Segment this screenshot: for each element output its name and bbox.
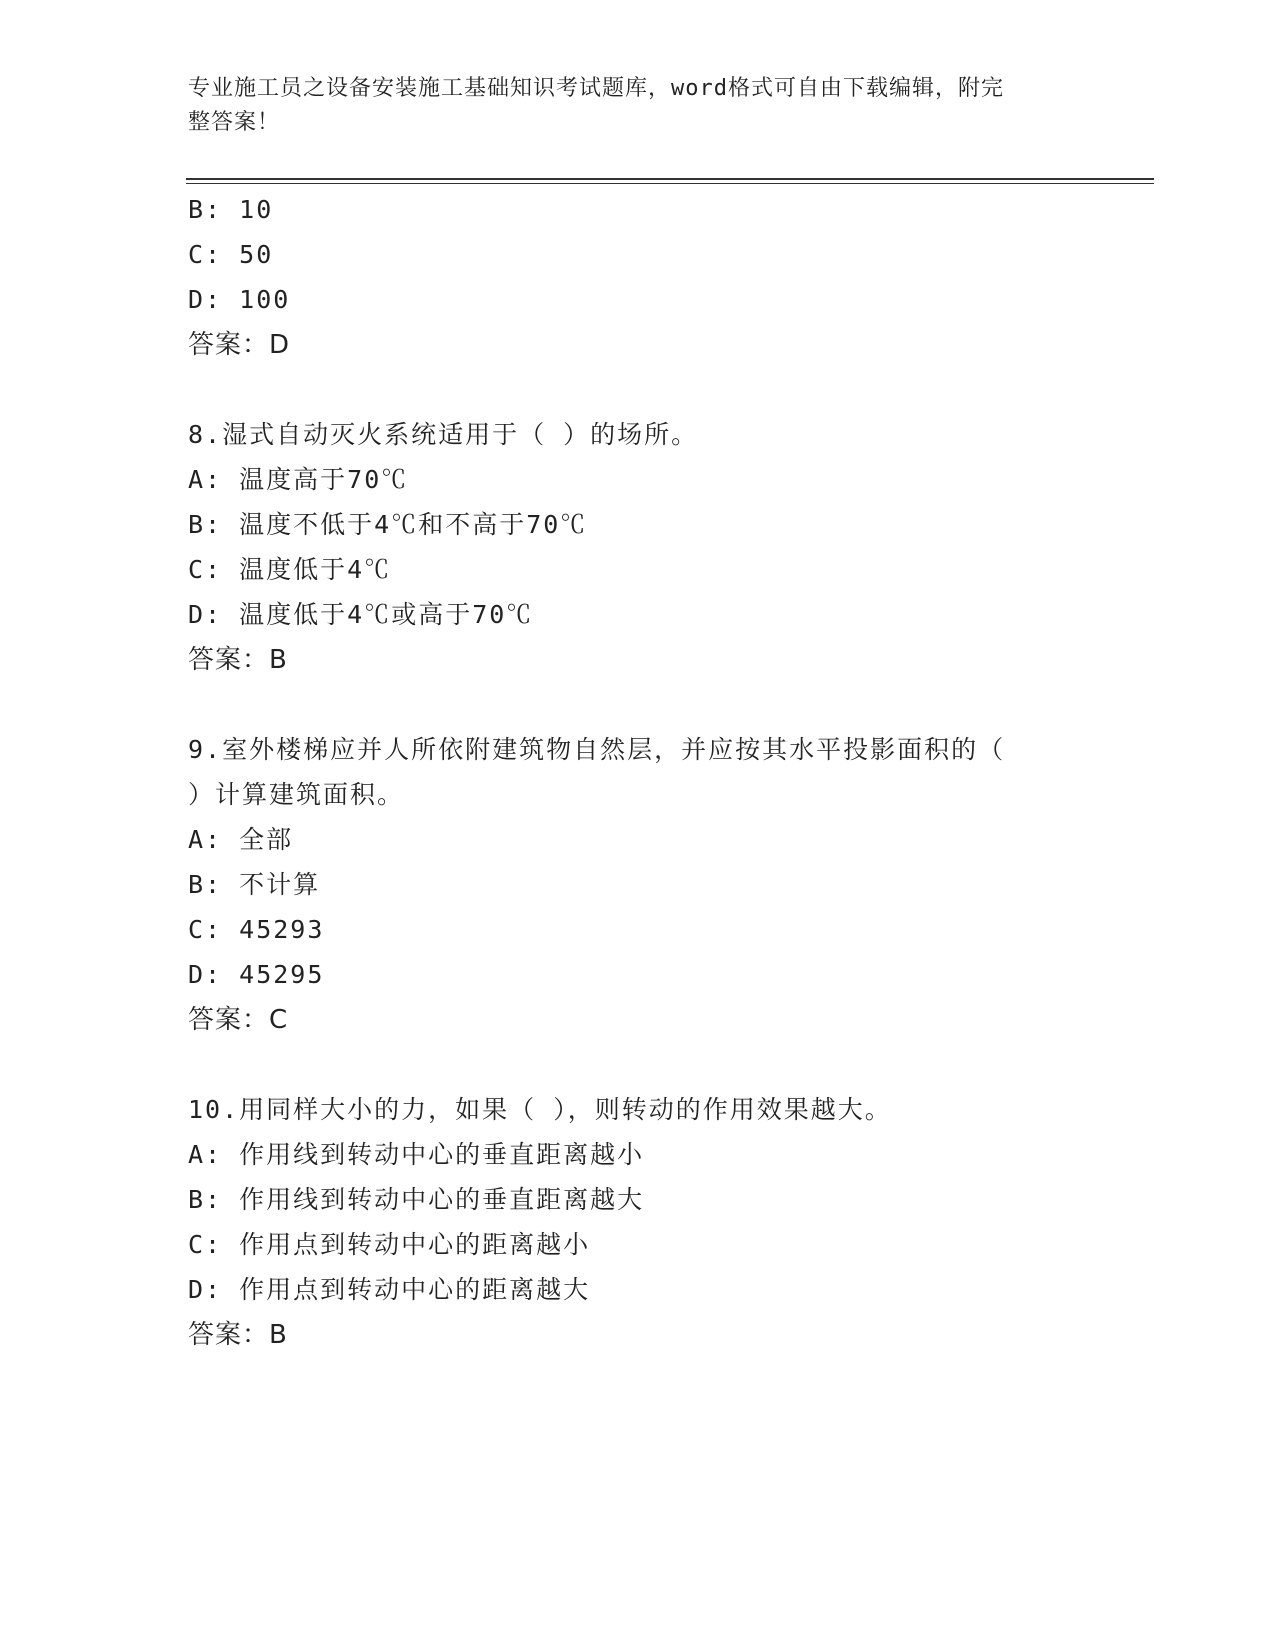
q8-option-b: B: 温度不低于4℃和不高于70℃ xyxy=(188,510,588,539)
header-divider-thin xyxy=(186,183,1154,184)
q8-option-d: D: 温度低于4℃或高于70℃ xyxy=(188,600,534,629)
header-line-1: 专业施工员之设备安装施工基础知识考试题库，word格式可自由下载编辑，附完 xyxy=(188,76,1004,101)
q7-option-c: C: 50 xyxy=(188,240,274,269)
document-header xyxy=(188,72,1068,140)
q10-option-d: D: 作用点到转动中心的距离越大 xyxy=(188,1275,591,1304)
q7-option-d: D: 100 xyxy=(188,285,291,314)
q9-option-a: A: 全部 xyxy=(188,825,294,854)
q10-option-c: C: 作用点到转动中心的距离越小 xyxy=(188,1230,591,1259)
header-line-2: 整答案！ xyxy=(188,110,281,135)
header-divider-thick xyxy=(186,178,1154,180)
q9-option-d: D: 45295 xyxy=(188,960,325,989)
q10-answer: 答案：B xyxy=(188,1320,288,1350)
q10-option-b: B: 作用线到转动中心的垂直距离越大 xyxy=(188,1185,645,1214)
q7-answer: 答案：D xyxy=(188,330,291,360)
q8-option-c: C: 温度低于4℃ xyxy=(188,555,392,584)
q9-answer: 答案：C xyxy=(188,1005,289,1035)
q10-stem: 10.用同样大小的力，如果（ ），则转动的作用效果越大。 xyxy=(188,1095,892,1124)
q8-stem: 8.湿式自动灭火系统适用于（ ）的场所。 xyxy=(188,420,699,449)
q7-option-b: B: 10 xyxy=(188,195,274,224)
q8-answer: 答案：B xyxy=(188,645,288,675)
q9-stem-line-1: 9.室外楼梯应并人所依附建筑物自然层，并应按其水平投影面积的（ xyxy=(188,735,1006,764)
q9-option-b: B: 不计算 xyxy=(188,870,321,899)
q9-option-c: C: 45293 xyxy=(188,915,325,944)
q10-option-a: A: 作用线到转动中心的垂直距离越小 xyxy=(188,1140,645,1169)
q8-option-a: A: 温度高于70℃ xyxy=(188,465,409,494)
q9-stem-line-2: ）计算建筑面积。 xyxy=(188,780,405,809)
